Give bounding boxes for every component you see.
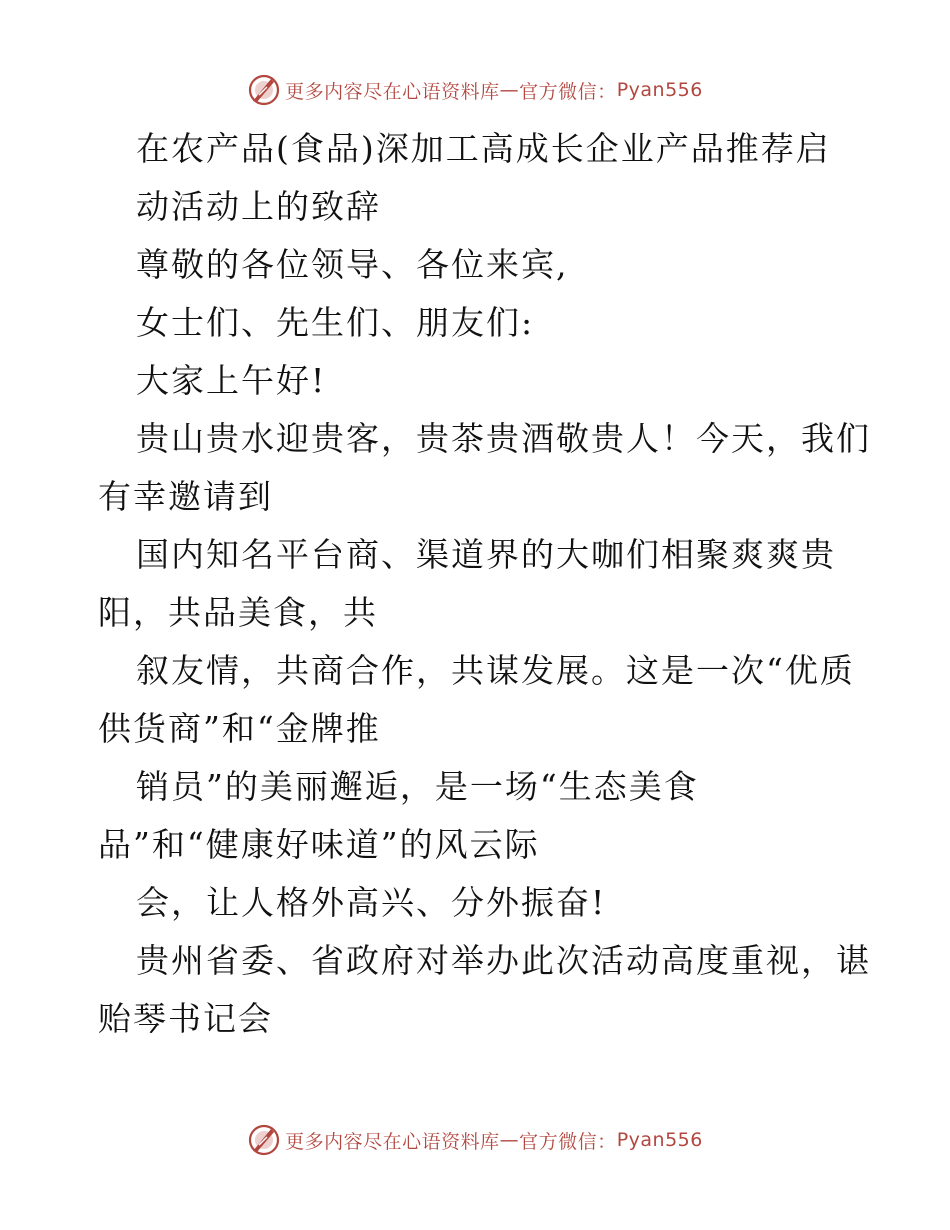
text-line: 贵州省委、省政府对举办此次活动高度重视，谌	[136, 941, 871, 980]
document-body	[98, 120, 871, 1048]
text-line: 贻琴书记会	[98, 999, 273, 1038]
text-line: 大家上午好!	[136, 361, 327, 400]
text-line: 阳，共品美食，共	[98, 593, 378, 632]
text-line: 在农产品(食品)深加工高成长企业产品推荐启	[136, 129, 831, 168]
text-line: 供货商”和“金牌推	[98, 709, 381, 748]
feather-pen-logo-icon	[247, 1123, 281, 1157]
text-line: 有幸邀请到	[98, 477, 273, 516]
text-line: 销员”的美丽邂逅，是一场“生态美食	[136, 767, 699, 806]
banner-wechat-label: 官方微信：	[519, 80, 617, 103]
text-line: 贵山贵水迎贵客，贵茶贵酒敬贵人！今天，我们	[136, 419, 871, 458]
footer-banner	[0, 1120, 950, 1160]
text-line: 动活动上的致辞	[136, 187, 381, 226]
banner-text: 更多内容尽在心语资料库	[285, 1130, 500, 1153]
text-line: 品”和“健康好味道”的风云际	[98, 825, 540, 864]
text-line: 叙友情，共商合作，共谋发展。这是一次“优质	[136, 651, 855, 690]
text-line: 女士们、先生们、朋友们:	[136, 303, 535, 342]
banner-wechat-label: 官方微信：	[519, 1130, 617, 1153]
banner-separator: —	[499, 1129, 520, 1151]
banner-wechat-id: Pyan556	[616, 1129, 703, 1151]
banner-wechat-id: Pyan556	[616, 79, 703, 101]
text-line: 会，让人格外高兴、分外振奋!	[136, 883, 607, 922]
header-banner	[0, 70, 950, 110]
feather-pen-logo-icon	[247, 73, 281, 107]
text-line: 尊敬的各位领导、各位来宾,	[136, 245, 569, 284]
banner-text: 更多内容尽在心语资料库	[285, 80, 500, 103]
text-line: 国内知名平台商、渠道界的大咖们相聚爽爽贵	[136, 535, 836, 574]
banner-separator: —	[499, 79, 520, 101]
